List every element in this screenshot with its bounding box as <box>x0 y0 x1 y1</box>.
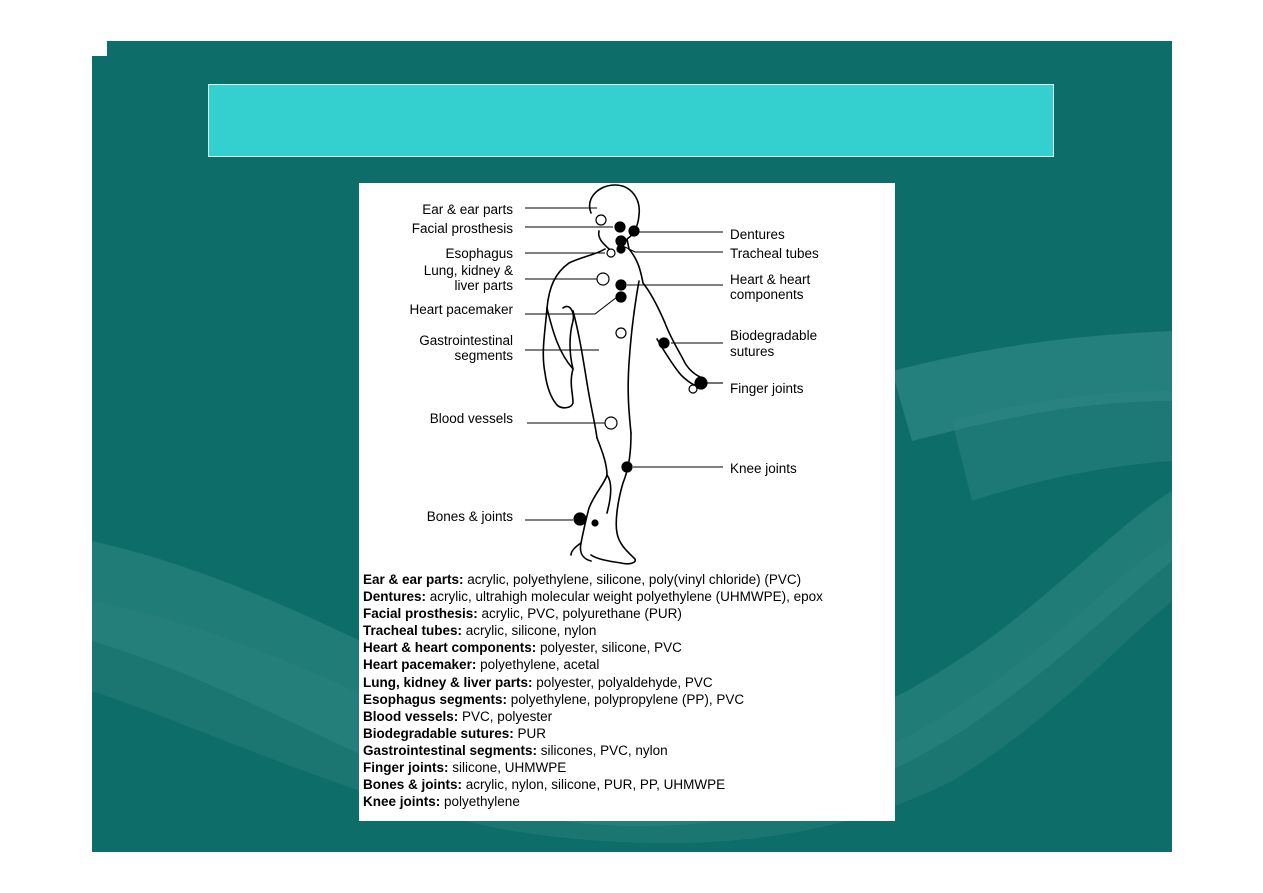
material-list: silicones, PVC, nylon <box>537 742 668 758</box>
label-gastrointestinal: Gastrointestinal <box>419 333 513 348</box>
material-part: Heart pacemaker: <box>363 657 477 673</box>
label-heart-components: components <box>730 287 804 302</box>
material-part: Finger joints: <box>363 760 449 776</box>
label-biodegradable: Biodegradable <box>730 328 818 343</box>
material-part: Lung, kidney & liver parts: <box>363 674 533 690</box>
slide-corner-mark <box>92 41 107 56</box>
material-row <box>363 691 895 708</box>
label-ear: Ear & ear parts <box>422 202 513 217</box>
label-finger-joints: Finger joints <box>730 381 804 396</box>
material-row <box>363 639 895 656</box>
material-part: Knee joints: <box>363 794 441 810</box>
material-row <box>363 571 895 588</box>
material-list: PUR <box>513 725 547 741</box>
label-esophagus: Esophagus <box>445 246 513 261</box>
material-row <box>363 656 895 673</box>
material-list: silicone, UHMWPE <box>448 760 567 776</box>
title-box <box>208 84 1054 157</box>
material-part: Ear & ear parts: <box>363 572 464 587</box>
label-sutures: sutures <box>730 344 775 359</box>
material-row <box>363 708 895 725</box>
label-gastro-segments: segments <box>454 348 513 363</box>
material-list: polyethylene <box>440 794 520 810</box>
material-list: acrylic, silicone, nylon <box>462 623 597 639</box>
material-list: polyester, silicone, PVC <box>536 640 682 656</box>
material-list: acrylic, ultrahigh molecular weight polyethylene (UHMWPE), epox <box>426 589 823 605</box>
material-row <box>363 588 895 605</box>
label-knee-joints: Knee joints <box>730 461 797 476</box>
material-list: polyester, polyaldehyde, PVC <box>532 674 713 690</box>
label-blood-vessels: Blood vessels <box>429 411 513 426</box>
label-heart: Heart & heart <box>730 272 811 287</box>
material-list: PVC, polyester <box>458 708 553 724</box>
material-list: acrylic, PVC, polyurethane (PUR) <box>477 606 682 622</box>
material-list: acrylic, polyethylene, silicone, poly(vinyl chloride) (PVC) <box>463 572 802 587</box>
material-row <box>363 674 895 691</box>
material-row <box>363 742 895 759</box>
label-facial-prosthesis: Facial prosthesis <box>411 221 513 236</box>
label-liver-parts: liver parts <box>454 278 513 293</box>
material-list: acrylic, nylon, silicone, PUR, PP, UHMWPE <box>462 777 726 793</box>
material-row <box>363 622 895 639</box>
material-part: Heart & heart components: <box>363 640 537 656</box>
label-lung-kidney: Lung, kidney & <box>423 263 513 278</box>
label-heart-pacemaker: Heart pacemaker <box>409 302 513 317</box>
material-part: Biodegradable sutures: <box>363 725 514 741</box>
material-part: Tracheal tubes: <box>363 623 463 639</box>
label-dentures: Dentures <box>730 227 785 242</box>
materials-list <box>363 571 895 810</box>
label-tracheal-tubes: Tracheal tubes <box>730 246 819 261</box>
implant-figure-panel <box>359 183 895 821</box>
material-list: polyethylene, acetal <box>476 657 600 673</box>
material-part: Esophagus segments: <box>363 691 508 707</box>
material-row <box>363 725 895 742</box>
material-row <box>363 776 895 793</box>
material-part: Dentures: <box>363 589 427 605</box>
material-part: Gastrointestinal segments: <box>363 742 538 758</box>
material-part: Facial prosthesis: <box>363 606 478 622</box>
material-row <box>363 793 895 810</box>
material-part: Bones & joints: <box>363 777 463 793</box>
material-list: polyethylene, polypropylene (PP), PVC <box>507 691 745 707</box>
material-row <box>363 605 895 622</box>
material-part: Blood vessels: <box>363 708 459 724</box>
material-row <box>363 759 895 776</box>
label-bones-joints: Bones & joints <box>426 509 513 524</box>
